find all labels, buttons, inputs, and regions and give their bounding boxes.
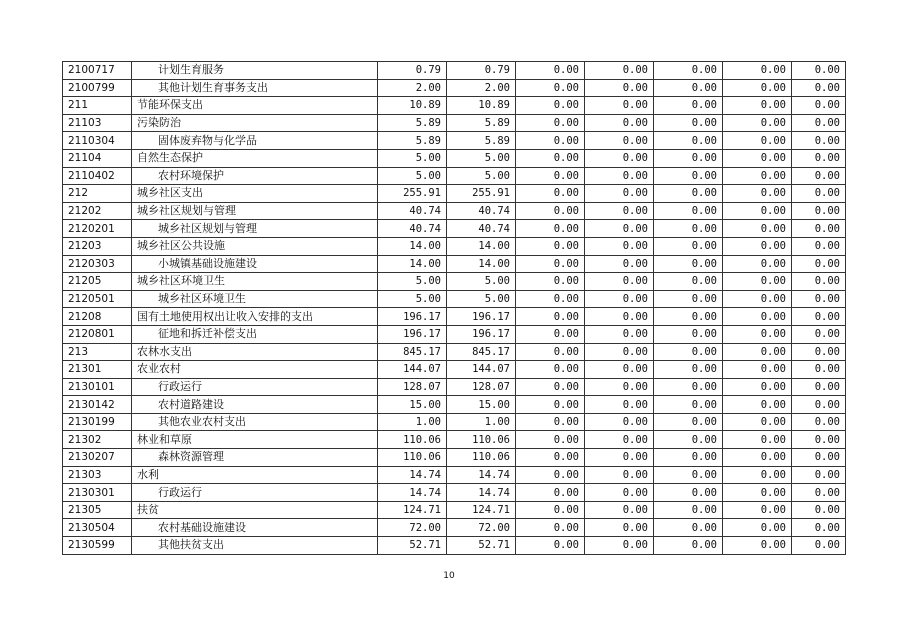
table-row (63, 396, 846, 414)
account-code-cell: 2130199 (63, 413, 132, 431)
amount-cell: 2.00 (378, 79, 447, 97)
amount-cell: 0.00 (654, 255, 723, 273)
amount-cell: 5.00 (378, 290, 447, 308)
budget-table (62, 61, 846, 555)
amount-cell: 0.00 (585, 519, 654, 537)
amount-cell: 5.00 (378, 167, 447, 185)
amount-cell: 1.00 (447, 413, 516, 431)
amount-cell: 0.00 (723, 132, 792, 150)
table-row (63, 202, 846, 220)
amount-cell: 0.00 (516, 343, 585, 361)
amount-cell: 72.00 (447, 519, 516, 537)
amount-cell: 0.00 (516, 519, 585, 537)
account-code-cell: 2110304 (63, 132, 132, 150)
account-code-cell: 2130207 (63, 449, 132, 467)
amount-cell: 0.00 (723, 220, 792, 238)
budget-table-body (63, 62, 846, 555)
amount-cell: 0.00 (792, 449, 846, 467)
table-row (63, 97, 846, 115)
amount-cell: 196.17 (447, 325, 516, 343)
table-row (63, 308, 846, 326)
amount-cell: 0.00 (723, 290, 792, 308)
amount-cell: 0.00 (516, 220, 585, 238)
account-code-cell: 21303 (63, 466, 132, 484)
amount-cell: 0.00 (585, 413, 654, 431)
table-row (63, 167, 846, 185)
amount-cell: 0.00 (654, 413, 723, 431)
account-name-cell: 城乡社区公共设施 (132, 237, 378, 255)
amount-cell: 144.07 (378, 361, 447, 379)
amount-cell: 0.00 (654, 185, 723, 203)
amount-cell: 0.00 (723, 413, 792, 431)
amount-cell: 0.00 (723, 343, 792, 361)
account-name-cell: 节能环保支出 (132, 97, 378, 115)
account-name-cell: 林业和草原 (132, 431, 378, 449)
amount-cell: 0.00 (723, 97, 792, 115)
table-row (63, 237, 846, 255)
account-name-cell: 城乡社区规划与管理 (132, 202, 378, 220)
table-row (63, 185, 846, 203)
amount-cell: 0.00 (792, 202, 846, 220)
amount-cell: 0.00 (516, 484, 585, 502)
amount-cell: 0.00 (654, 237, 723, 255)
amount-cell: 0.00 (516, 361, 585, 379)
amount-cell: 0.00 (585, 290, 654, 308)
amount-cell: 0.00 (654, 378, 723, 396)
amount-cell: 0.00 (792, 361, 846, 379)
amount-cell: 0.00 (585, 449, 654, 467)
amount-cell: 0.00 (792, 484, 846, 502)
account-code-cell: 21305 (63, 501, 132, 519)
table-row (63, 413, 846, 431)
account-code-cell: 21202 (63, 202, 132, 220)
amount-cell: 0.00 (585, 255, 654, 273)
account-code-cell: 2120303 (63, 255, 132, 273)
table-row (63, 537, 846, 555)
amount-cell: 0.00 (723, 361, 792, 379)
amount-cell: 124.71 (378, 501, 447, 519)
account-code-cell: 21301 (63, 361, 132, 379)
amount-cell: 0.00 (723, 237, 792, 255)
table-row (63, 466, 846, 484)
amount-cell: 0.00 (723, 114, 792, 132)
amount-cell: 0.00 (723, 537, 792, 555)
amount-cell: 0.00 (792, 79, 846, 97)
amount-cell: 0.00 (654, 273, 723, 291)
account-code-cell: 212 (63, 185, 132, 203)
amount-cell: 0.00 (654, 114, 723, 132)
amount-cell: 0.00 (723, 255, 792, 273)
account-name-cell: 扶贫 (132, 501, 378, 519)
amount-cell: 0.00 (585, 396, 654, 414)
amount-cell: 0.00 (654, 149, 723, 167)
amount-cell: 5.89 (378, 114, 447, 132)
amount-cell: 0.00 (792, 62, 846, 80)
amount-cell: 2.00 (447, 79, 516, 97)
amount-cell: 110.06 (447, 449, 516, 467)
table-row (63, 79, 846, 97)
amount-cell: 0.00 (792, 97, 846, 115)
amount-cell: 10.89 (378, 97, 447, 115)
amount-cell: 0.00 (585, 79, 654, 97)
amount-cell: 196.17 (447, 308, 516, 326)
account-name-cell: 农村环境保护 (132, 167, 378, 185)
table-row (63, 501, 846, 519)
amount-cell: 0.00 (585, 167, 654, 185)
amount-cell: 0.00 (792, 132, 846, 150)
amount-cell: 0.00 (723, 308, 792, 326)
amount-cell: 0.00 (792, 466, 846, 484)
amount-cell: 52.71 (447, 537, 516, 555)
account-name-cell: 森林资源管理 (132, 449, 378, 467)
account-code-cell: 2130504 (63, 519, 132, 537)
amount-cell: 0.00 (654, 97, 723, 115)
table-row (63, 220, 846, 238)
amount-cell: 0.00 (654, 466, 723, 484)
account-code-cell: 21205 (63, 273, 132, 291)
amount-cell: 845.17 (378, 343, 447, 361)
amount-cell: 0.00 (723, 325, 792, 343)
amount-cell: 0.00 (792, 149, 846, 167)
amount-cell: 196.17 (378, 325, 447, 343)
amount-cell: 0.00 (585, 237, 654, 255)
amount-cell: 0.00 (516, 97, 585, 115)
amount-cell: 0.00 (792, 114, 846, 132)
account-code-cell: 2130101 (63, 378, 132, 396)
account-name-cell: 城乡社区规划与管理 (132, 220, 378, 238)
account-code-cell: 21104 (63, 149, 132, 167)
amount-cell: 0.00 (723, 449, 792, 467)
amount-cell: 0.00 (516, 202, 585, 220)
amount-cell: 0.00 (654, 290, 723, 308)
amount-cell: 0.79 (378, 62, 447, 80)
account-code-cell: 21103 (63, 114, 132, 132)
amount-cell: 0.00 (516, 537, 585, 555)
amount-cell: 0.00 (585, 484, 654, 502)
amount-cell: 0.00 (792, 501, 846, 519)
amount-cell: 1.00 (378, 413, 447, 431)
amount-cell: 5.00 (447, 149, 516, 167)
amount-cell: 128.07 (378, 378, 447, 396)
account-name-cell: 农林水支出 (132, 343, 378, 361)
amount-cell: 0.00 (585, 185, 654, 203)
account-name-cell: 污染防治 (132, 114, 378, 132)
amount-cell: 40.74 (447, 202, 516, 220)
table-row (63, 273, 846, 291)
amount-cell: 40.74 (378, 202, 447, 220)
account-name-cell: 行政运行 (132, 484, 378, 502)
account-name-cell: 计划生育服务 (132, 62, 378, 80)
amount-cell: 0.00 (654, 519, 723, 537)
amount-cell: 0.00 (585, 343, 654, 361)
amount-cell: 0.00 (516, 132, 585, 150)
amount-cell: 196.17 (378, 308, 447, 326)
amount-cell: 0.00 (654, 202, 723, 220)
amount-cell: 10.89 (447, 97, 516, 115)
table-row (63, 255, 846, 273)
amount-cell: 0.00 (516, 501, 585, 519)
amount-cell: 0.00 (792, 431, 846, 449)
account-code-cell: 2130301 (63, 484, 132, 502)
amount-cell: 0.00 (654, 484, 723, 502)
amount-cell: 0.00 (585, 325, 654, 343)
amount-cell: 0.79 (447, 62, 516, 80)
amount-cell: 0.00 (516, 114, 585, 132)
table-row (63, 62, 846, 80)
amount-cell: 0.00 (585, 308, 654, 326)
account-name-cell: 农业农村 (132, 361, 378, 379)
amount-cell: 255.91 (378, 185, 447, 203)
amount-cell: 0.00 (654, 431, 723, 449)
amount-cell: 0.00 (792, 185, 846, 203)
account-code-cell: 2130599 (63, 537, 132, 555)
amount-cell: 0.00 (585, 97, 654, 115)
amount-cell: 0.00 (516, 396, 585, 414)
table-row (63, 149, 846, 167)
amount-cell: 0.00 (516, 308, 585, 326)
amount-cell: 0.00 (792, 220, 846, 238)
amount-cell: 0.00 (516, 62, 585, 80)
table-row (63, 431, 846, 449)
amount-cell: 0.00 (792, 378, 846, 396)
amount-cell: 0.00 (792, 237, 846, 255)
amount-cell: 0.00 (654, 449, 723, 467)
amount-cell: 72.00 (378, 519, 447, 537)
amount-cell: 40.74 (447, 220, 516, 238)
amount-cell: 0.00 (585, 62, 654, 80)
account-name-cell: 农村基础设施建设 (132, 519, 378, 537)
table-row (63, 378, 846, 396)
amount-cell: 5.89 (447, 114, 516, 132)
amount-cell: 0.00 (654, 220, 723, 238)
amount-cell: 0.00 (585, 220, 654, 238)
amount-cell: 0.00 (723, 202, 792, 220)
account-code-cell: 211 (63, 97, 132, 115)
amount-cell: 0.00 (516, 466, 585, 484)
account-name-cell: 征地和拆迁补偿支出 (132, 325, 378, 343)
amount-cell: 0.00 (654, 308, 723, 326)
amount-cell: 0.00 (516, 449, 585, 467)
page-number: 10 (443, 571, 455, 581)
amount-cell: 0.00 (723, 501, 792, 519)
amount-cell: 110.06 (447, 431, 516, 449)
amount-cell: 0.00 (654, 501, 723, 519)
amount-cell: 0.00 (654, 396, 723, 414)
amount-cell: 14.00 (447, 237, 516, 255)
account-code-cell: 21302 (63, 431, 132, 449)
amount-cell: 5.00 (447, 290, 516, 308)
amount-cell: 0.00 (654, 537, 723, 555)
amount-cell: 0.00 (723, 431, 792, 449)
account-name-cell: 其他农业农村支出 (132, 413, 378, 431)
table-row (63, 290, 846, 308)
amount-cell: 845.17 (447, 343, 516, 361)
amount-cell: 5.00 (447, 273, 516, 291)
amount-cell: 0.00 (792, 343, 846, 361)
account-name-cell: 农村道路建设 (132, 396, 378, 414)
account-name-cell: 自然生态保护 (132, 149, 378, 167)
account-code-cell: 2130142 (63, 396, 132, 414)
amount-cell: 0.00 (516, 255, 585, 273)
amount-cell: 124.71 (447, 501, 516, 519)
amount-cell: 5.00 (447, 167, 516, 185)
amount-cell: 40.74 (378, 220, 447, 238)
amount-cell: 5.00 (378, 273, 447, 291)
amount-cell: 0.00 (585, 132, 654, 150)
amount-cell: 0.00 (792, 519, 846, 537)
amount-cell: 0.00 (516, 378, 585, 396)
amount-cell: 0.00 (654, 132, 723, 150)
table-row (63, 114, 846, 132)
amount-cell: 5.89 (378, 132, 447, 150)
account-name-cell: 城乡社区环境卫生 (132, 290, 378, 308)
table-row (63, 484, 846, 502)
table-row (63, 519, 846, 537)
amount-cell: 15.00 (447, 396, 516, 414)
amount-cell: 0.00 (585, 537, 654, 555)
amount-cell: 0.00 (723, 484, 792, 502)
amount-cell: 14.74 (378, 466, 447, 484)
amount-cell: 128.07 (447, 378, 516, 396)
amount-cell: 0.00 (654, 343, 723, 361)
amount-cell: 0.00 (723, 273, 792, 291)
amount-cell: 0.00 (792, 167, 846, 185)
amount-cell: 0.00 (723, 149, 792, 167)
amount-cell: 0.00 (792, 290, 846, 308)
amount-cell: 0.00 (654, 62, 723, 80)
amount-cell: 0.00 (585, 273, 654, 291)
amount-cell: 0.00 (792, 396, 846, 414)
amount-cell: 0.00 (585, 378, 654, 396)
amount-cell: 0.00 (723, 62, 792, 80)
account-code-cell: 21208 (63, 308, 132, 326)
account-name-cell: 行政运行 (132, 378, 378, 396)
amount-cell: 0.00 (723, 519, 792, 537)
amount-cell: 14.00 (378, 237, 447, 255)
account-code-cell: 213 (63, 343, 132, 361)
account-code-cell: 2120801 (63, 325, 132, 343)
amount-cell: 0.00 (792, 325, 846, 343)
amount-cell: 0.00 (585, 501, 654, 519)
amount-cell: 110.06 (378, 431, 447, 449)
amount-cell: 0.00 (585, 466, 654, 484)
amount-cell: 0.00 (516, 273, 585, 291)
amount-cell: 0.00 (585, 202, 654, 220)
amount-cell: 0.00 (792, 413, 846, 431)
amount-cell: 5.00 (378, 149, 447, 167)
amount-cell: 0.00 (516, 290, 585, 308)
amount-cell: 14.00 (447, 255, 516, 273)
account-name-cell: 城乡社区环境卫生 (132, 273, 378, 291)
table-row (63, 132, 846, 150)
amount-cell: 0.00 (723, 79, 792, 97)
amount-cell: 0.00 (723, 167, 792, 185)
amount-cell: 0.00 (585, 361, 654, 379)
table-row (63, 325, 846, 343)
amount-cell: 15.00 (378, 396, 447, 414)
amount-cell: 0.00 (516, 149, 585, 167)
amount-cell: 0.00 (654, 167, 723, 185)
account-name-cell: 其他计划生育事务支出 (132, 79, 378, 97)
amount-cell: 0.00 (792, 273, 846, 291)
account-code-cell: 21203 (63, 237, 132, 255)
amount-cell: 0.00 (516, 79, 585, 97)
amount-cell: 0.00 (516, 431, 585, 449)
amount-cell: 0.00 (723, 185, 792, 203)
amount-cell: 14.00 (378, 255, 447, 273)
account-code-cell: 2100717 (63, 62, 132, 80)
amount-cell: 0.00 (516, 325, 585, 343)
amount-cell: 52.71 (378, 537, 447, 555)
amount-cell: 0.00 (792, 255, 846, 273)
amount-cell: 0.00 (516, 185, 585, 203)
table-row (63, 343, 846, 361)
amount-cell: 0.00 (792, 537, 846, 555)
account-name-cell: 国有土地使用权出让收入安排的支出 (132, 308, 378, 326)
account-name-cell: 城乡社区支出 (132, 185, 378, 203)
account-name-cell: 其他扶贫支出 (132, 537, 378, 555)
amount-cell: 0.00 (792, 308, 846, 326)
amount-cell: 0.00 (654, 79, 723, 97)
amount-cell: 144.07 (447, 361, 516, 379)
account-code-cell: 2110402 (63, 167, 132, 185)
amount-cell: 5.89 (447, 132, 516, 150)
amount-cell: 14.74 (378, 484, 447, 502)
amount-cell: 0.00 (516, 167, 585, 185)
amount-cell: 0.00 (723, 378, 792, 396)
amount-cell: 0.00 (516, 413, 585, 431)
account-name-cell: 水利 (132, 466, 378, 484)
amount-cell: 0.00 (585, 149, 654, 167)
amount-cell: 0.00 (654, 325, 723, 343)
account-code-cell: 2120201 (63, 220, 132, 238)
amount-cell: 255.91 (447, 185, 516, 203)
amount-cell: 0.00 (585, 114, 654, 132)
amount-cell: 0.00 (585, 431, 654, 449)
amount-cell: 0.00 (723, 396, 792, 414)
amount-cell: 14.74 (447, 484, 516, 502)
account-code-cell: 2120501 (63, 290, 132, 308)
amount-cell: 110.06 (378, 449, 447, 467)
amount-cell: 14.74 (447, 466, 516, 484)
account-name-cell: 小城镇基础设施建设 (132, 255, 378, 273)
table-row (63, 361, 846, 379)
amount-cell: 0.00 (516, 237, 585, 255)
table-row (63, 449, 846, 467)
amount-cell: 0.00 (654, 361, 723, 379)
account-name-cell: 固体废弃物与化学品 (132, 132, 378, 150)
account-code-cell: 2100799 (63, 79, 132, 97)
amount-cell: 0.00 (723, 466, 792, 484)
